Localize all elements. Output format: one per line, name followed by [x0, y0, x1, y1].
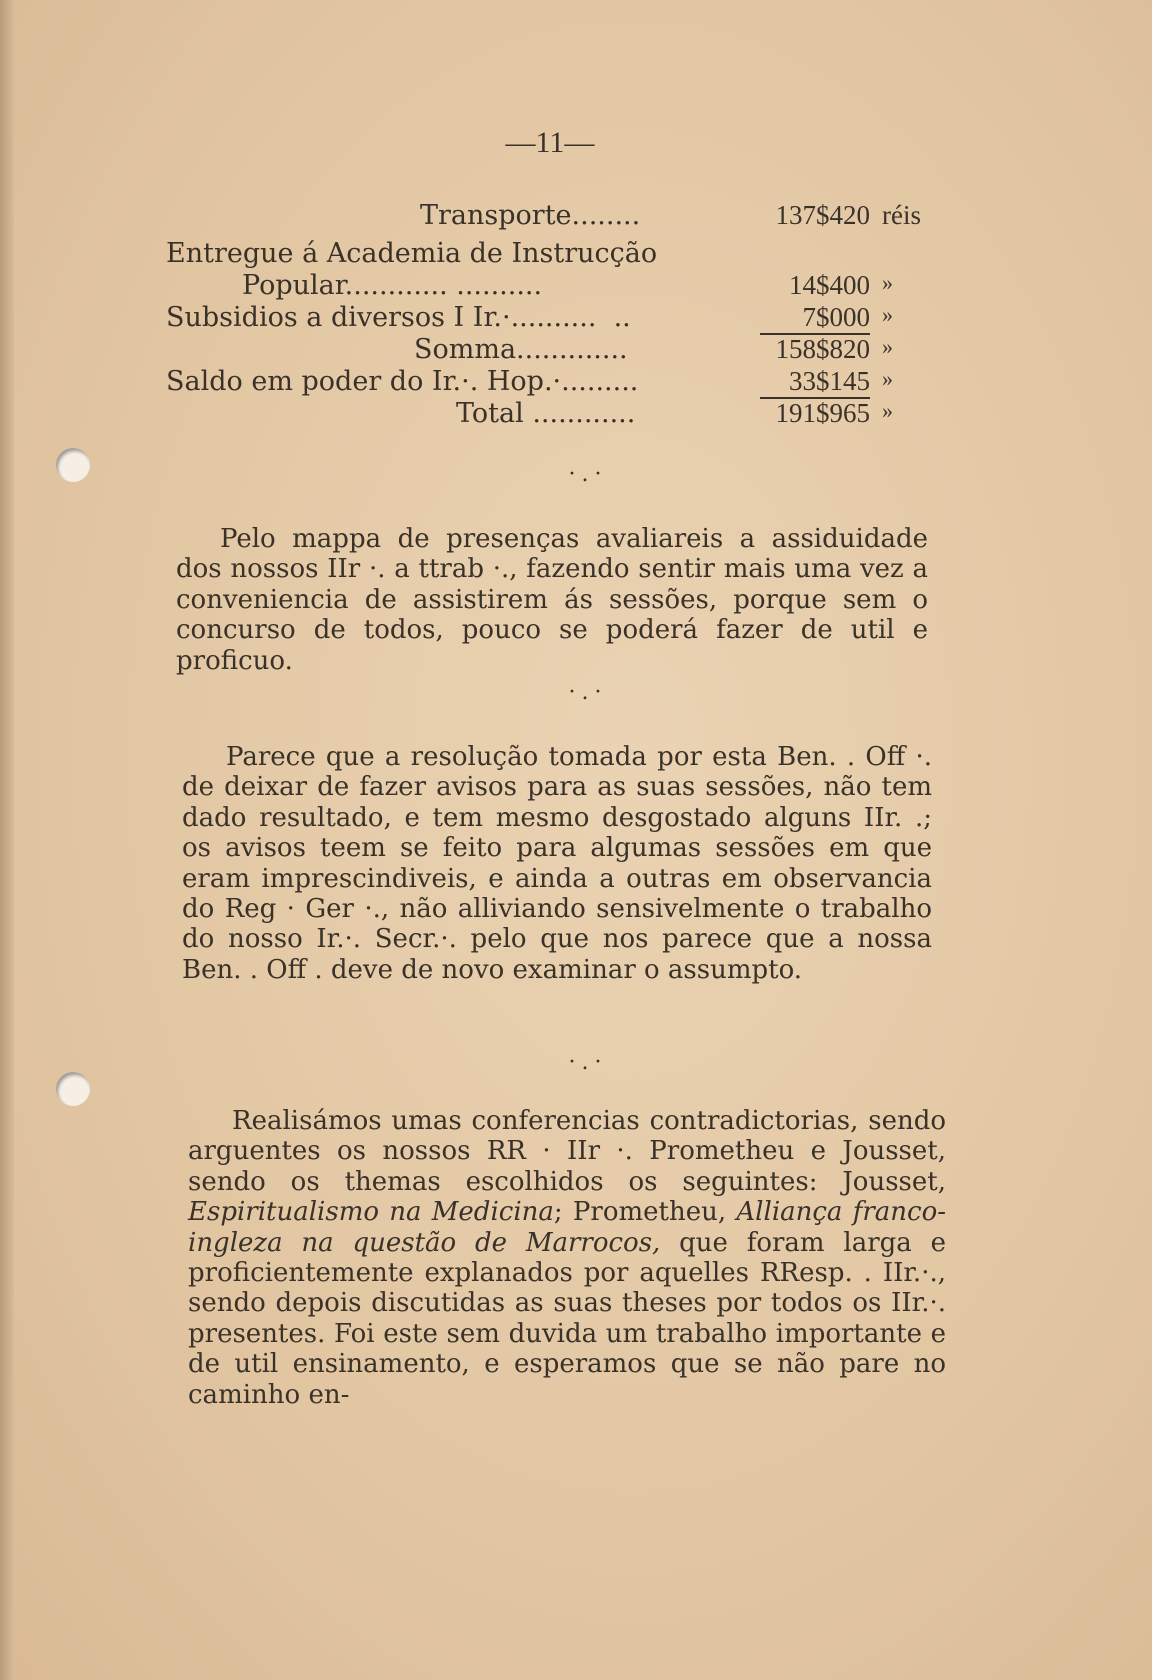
ledger-row [166, 238, 936, 268]
section-separator: ·.· [568, 1050, 608, 1075]
paragraph-text: ; Prometheu, [553, 1197, 737, 1228]
ledger-amount: 14$400 [789, 270, 870, 300]
ledger-row [166, 270, 936, 300]
paragraph-attendance [176, 524, 928, 676]
ledger-row [166, 398, 936, 428]
section-separator: ·.· [568, 680, 608, 705]
ledger-amount: 158$820 [775, 334, 870, 364]
page-edge [0, 0, 14, 1680]
ledger-label: Somma............. [414, 334, 628, 365]
ledger-amount: 33$145 [760, 366, 870, 399]
ledger-unit: » [882, 366, 893, 391]
paragraph-text: Parece que a resolução tomada por esta Ben. . Off ·. de deixar de fazer avisos para as suas sessões, não tem dado resultado, e tem mesmo desgostado alguns IIr. .; os avisos teem se feito para algumas sessões em que eram imprescindiveis, e ainda a outras em observancia do Reg · Ger ·., não alliviando sensivelmente o trabalho do nosso Ir.·. Secr.·. pelo que nos parece que a nossa Ben. . Off . deve de novo examinar o assumpto. [182, 742, 932, 985]
ledger-row [166, 366, 936, 396]
punch-hole [56, 1072, 90, 1106]
ledger-row [166, 302, 936, 332]
ledger-label: Subsidios a diversos I Ir.·.......... .. [166, 302, 631, 333]
ledger-label: Saldo em poder do Ir.·. Hop.·......... [166, 366, 639, 397]
ledger-amount: 137$420 [775, 200, 870, 230]
ledger-unit: » [882, 334, 893, 359]
ledger-label: Transporte........ [420, 200, 641, 231]
ledger-unit: réis [882, 200, 921, 230]
theme-title: Alliança franco-ingleza na questão de Marrocos, [188, 1197, 947, 1258]
section-separator: ·.· [568, 462, 608, 487]
ledger-label: Total ............ [456, 398, 636, 429]
ledger-label: Popular............ .......... [242, 270, 543, 301]
ledger-row [166, 200, 936, 230]
theme-title: Espiritualismo na Medicina [188, 1197, 554, 1228]
paragraph-conferences [188, 1106, 946, 1410]
punch-hole [56, 448, 90, 482]
paragraph-text: Pelo mappa de presenças avaliareis a assiduidade dos nossos IIr ·. a ttrab ·., fazendo sentir mais uma vez a conveniencia de assistirem ás sessões, porque sem o concurso de todos, pouco se poderá fazer de util e proficuo. [176, 524, 928, 676]
paragraph-notices [182, 742, 932, 985]
paragraph-text: Realisámos umas conferencias contradictorias, sendo arguentes os nossos RR · IIr ·. Prometheu e Jousset, sendo os themas escolhidos os seguintes: Jousset, [188, 1106, 946, 1197]
ledger-amount: 7$000 [760, 302, 870, 335]
ledger-unit: » [882, 302, 893, 327]
page-number: —11— [505, 126, 595, 159]
ledger-unit: » [882, 270, 893, 295]
ledger-label: Entregue á Academia de Instrucção [166, 238, 658, 269]
ledger-unit: » [882, 398, 893, 423]
ledger-amount: 191$965 [775, 398, 870, 428]
paragraph-text: que foram larga e proficientemente explanados por aquelles RResp. . IIr.·., sendo depois discutidas as suas theses por todos os IIr.·. presentes. Foi este sem duvida um trabalho importante e de util ensinamento, e esperamos que se não pare no caminho en- [188, 1227, 946, 1410]
ledger-row [166, 334, 936, 364]
